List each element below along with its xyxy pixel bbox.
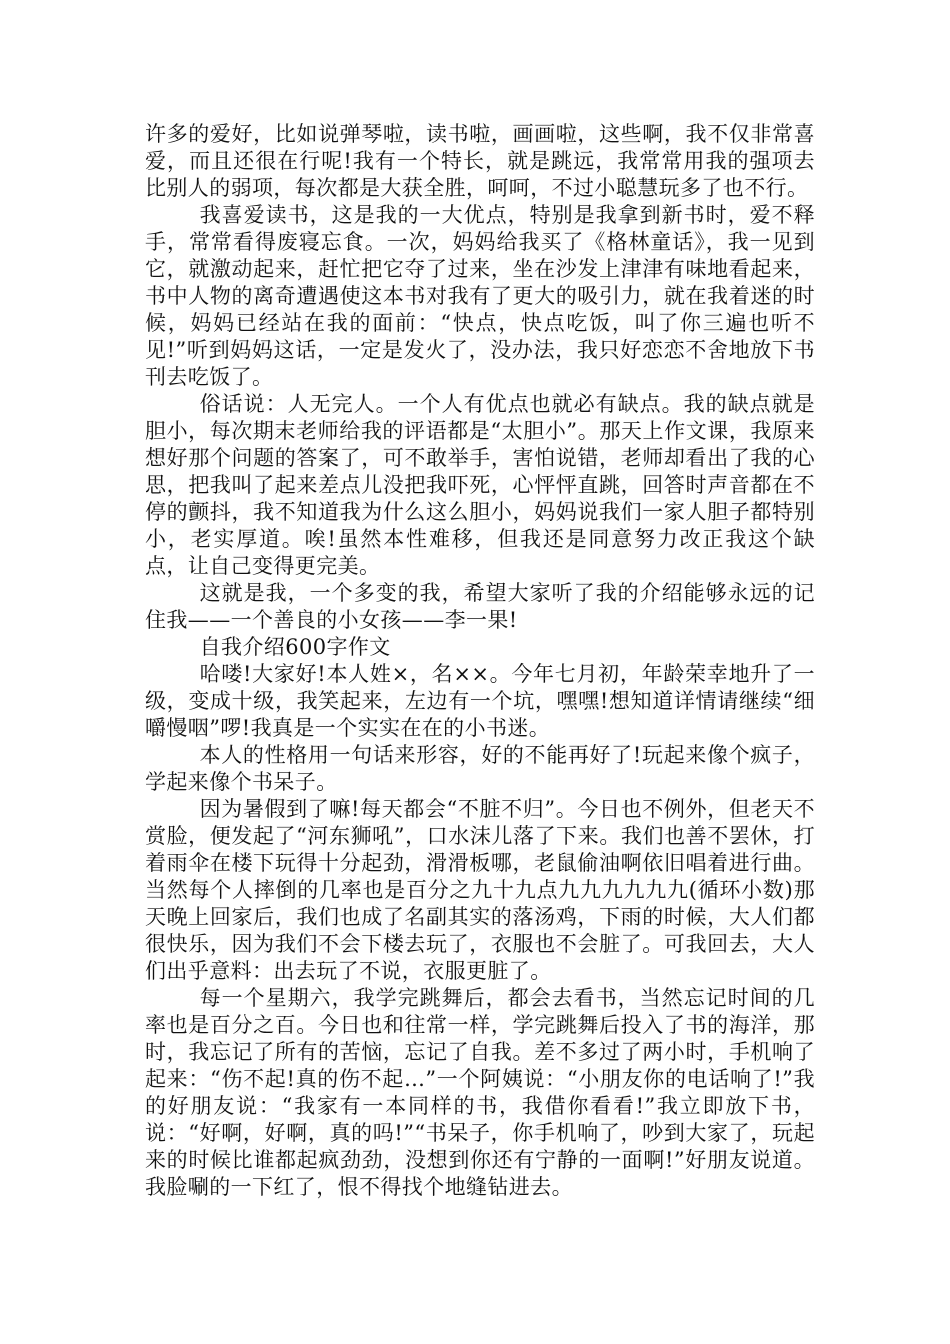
paragraph: 每一个星期六，我学完跳舞后，都会去看书，当然忘记时间的几率也是百分之百。今日也和往常一样，学完跳舞后投入了书的海洋，那时，我忘记了所有的苦恼，忘记了自我。差不多过了两小时，手机响了起来：“伤不起!真的伤不起…”一个阿姨说：“小朋友你的电话响了!”我的好朋友说：“我家有一本同样的书，我借你看看!”我立即放下书，说：“好啊，好啊，真的吗!”“书呆子，你手机响了，吵到大家了，玩起来的时候比谁都起疯劲劲，没想到你还有宁静的一面啊!”好朋友说道。我脸唰的一下红了，恨不得找个地缝钻进去。 xyxy=(145,986,815,1199)
essay-body xyxy=(145,121,815,1201)
paragraph: 许多的爱好，比如说弹琴啦，读书啦，画画啦，这些啊，我不仅非常喜爱，而且还很在行呢!我有一个特长，就是跳远，我常常用我的强项去比别人的弱项，每次都是大获全胜，呵呵，不过小聪慧玩多了也不行。 xyxy=(145,122,815,200)
paragraph: 俗话说：人无完人。一个人有优点也就必有缺点。我的缺点就是胆小，每次期末老师给我的评语都是“太胆小”。那天上作文课，我原来想好那个问题的答案了，可不敢举手，害怕说错，老师却看出了我的心思，把我叫了起来差点儿没把我吓死，心怦怦直跳，回答时声音都在不停的颤抖，我不知道我为什么这么胆小，妈妈说我们一家人胆子都特别小，老实厚道。唉!虽然本性难移，但我还是同意努力改正我这个缺点，让自己变得更完美。 xyxy=(145,392,815,578)
paragraph: 本人的性格用一句话来形容，好的不能再好了!玩起来像个疯子，学起来像个书呆子。 xyxy=(145,743,815,794)
essay-title: 自我介绍600字作文 xyxy=(199,635,391,659)
paragraph: 因为暑假到了嘛!每天都会“不脏不归”。今日也不例外，但老天不赏脸，便发起了“河东狮吼”，口水沫儿落了下来。我们也善不罢休，打着雨伞在楼下玩得十分起劲，滑滑板哪，老鼠偷油啊依旧唱着进行曲。当然每个人摔倒的几率也是百分之九十九点九九九九九九(循环小数)那天晚上回家后，我们也成了名副其实的落汤鸡，下雨的时候，大人们都很快乐，因为我们不会下楼去玩了，衣服也不会脏了。可我回去，大人们出乎意料：出去玩了不说，衣服更脏了。 xyxy=(145,797,815,983)
paragraph: 哈喽!大家好!本人姓×，名××。今年七月初，年龄荣幸地升了一级，变成十级，我笑起来，左边有一个坑，嘿嘿!想知道详情请继续“细嚼慢咽”啰!我真是一个实实在在的小书迷。 xyxy=(145,662,815,740)
paragraph: 我喜爱读书，这是我的一大优点，特别是我拿到新书时，爱不释手，常常看得废寝忘食。一次，妈妈给我买了《格林童话》，我一见到它，就激动起来，赶忙把它夺了过来，坐在沙发上津津有味地看起来，书中人物的离奇遭遇使这本书对我有了更大的吸引力，就在我着迷的时候，妈妈已经站在我的面前：“快点，快点吃饭，叫了你三遍也听不见!”听到妈妈这话，一定是发火了，没办法，我只好恋恋不舍地放下书刊去吃饭了。 xyxy=(145,203,815,389)
paragraph: 这就是我，一个多变的我，希望大家听了我的介绍能够永远的记住我——一个善良的小女孩——李一果! xyxy=(145,581,815,632)
